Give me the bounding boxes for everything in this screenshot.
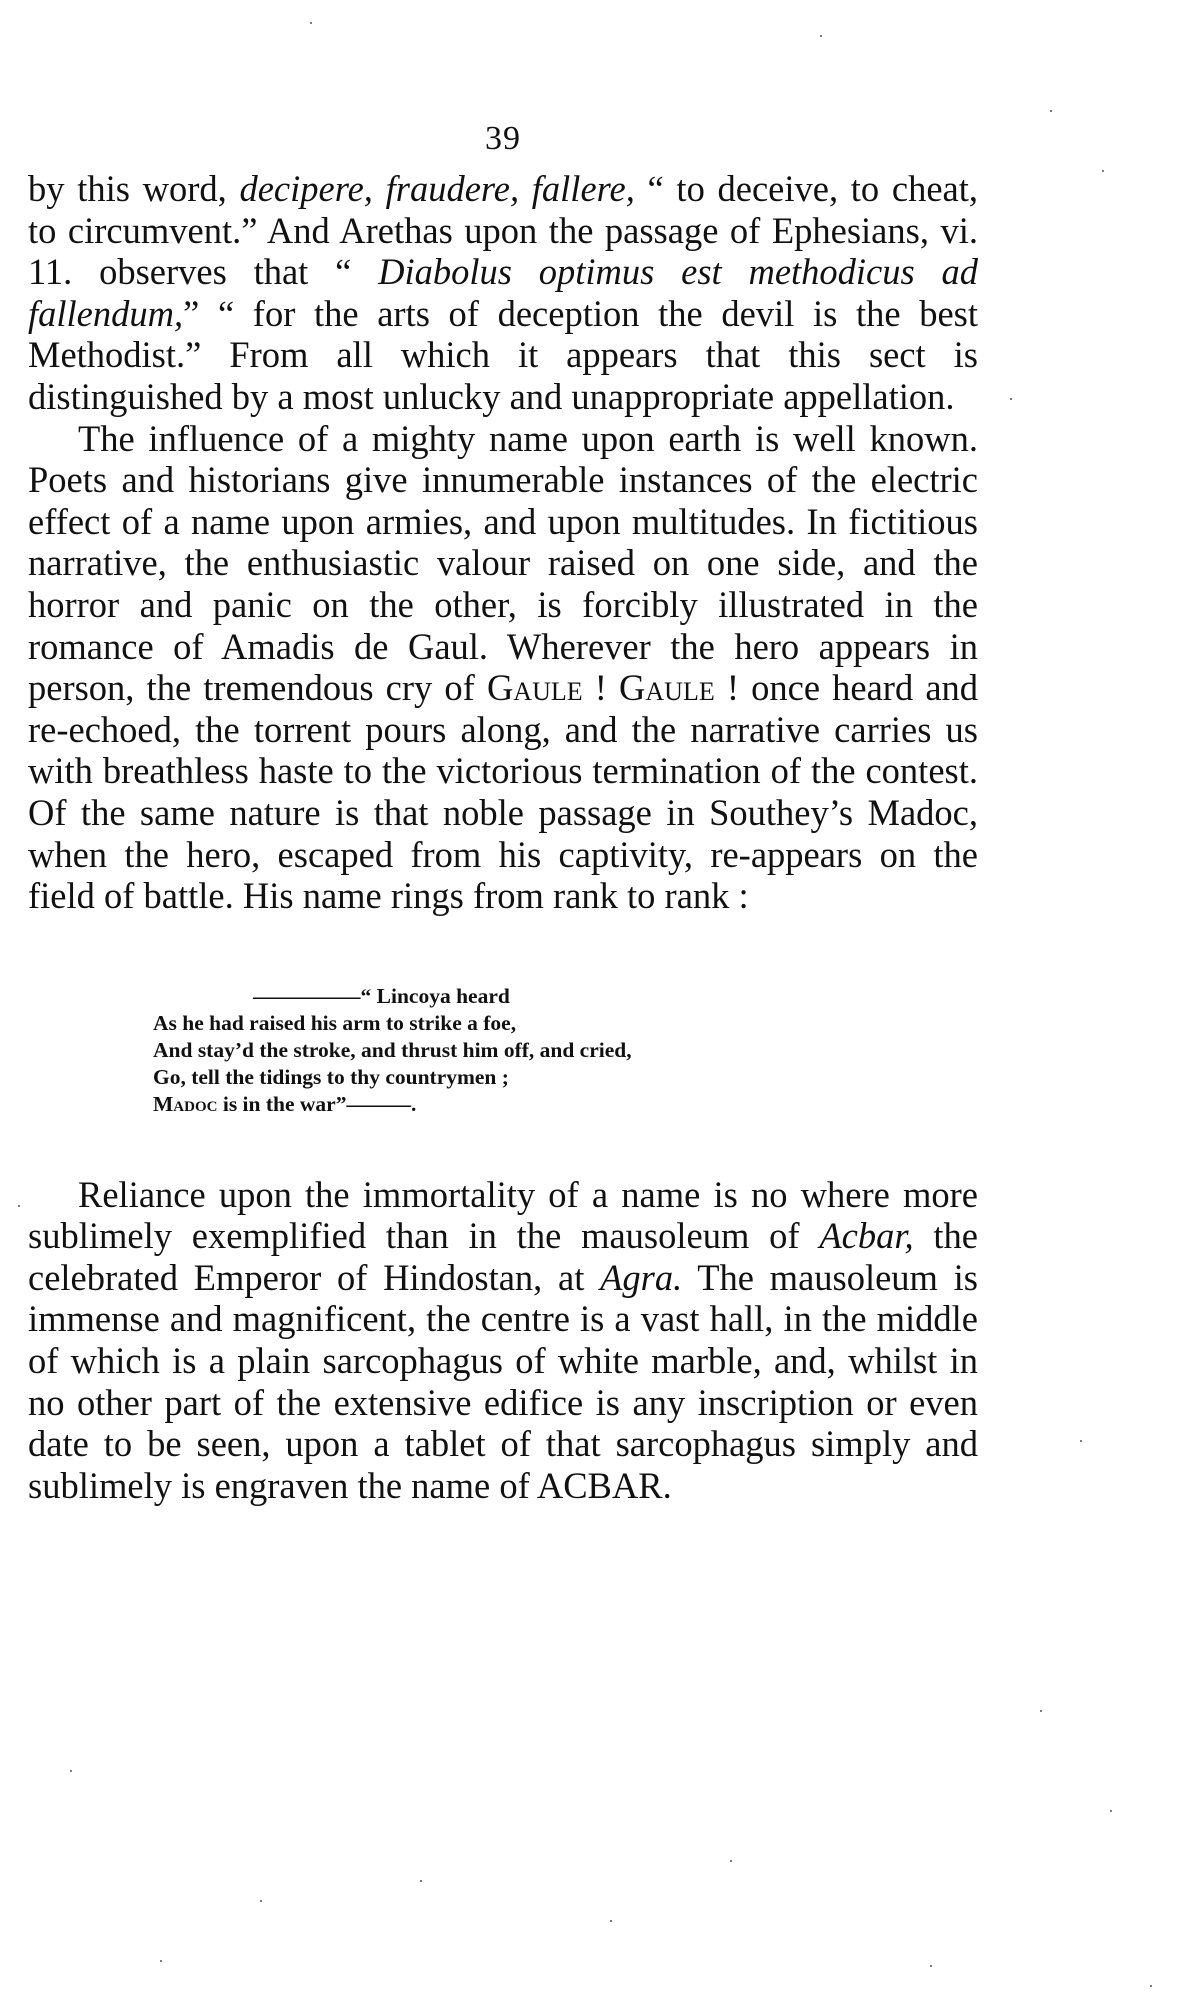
italic-text: Acbar, [819, 1215, 914, 1257]
text-run: ! once heard and re-echoed, the torrent pours along, and the narrative carries us with breathless haste to the victorious termination of the contest. Of the same nature is that noble passage in Southey’s Madoc, when the hero, escaped from his captivity, re-appears on the field of battle. His name rings from rank to rank : [28, 667, 979, 917]
verse-line-4: Go, tell the tidings to thy countrymen ; [153, 1064, 509, 1089]
paper-speck [820, 35, 822, 37]
paper-speck [310, 22, 312, 24]
paper-speck [1050, 110, 1052, 112]
italic-text: Agra. [600, 1256, 683, 1298]
italic-text: Diabolus optimus est methodicus ad fallendum, [28, 251, 978, 334]
text-run: The mausoleum is immense and magnificent, the centre is a vast hall, in the middle of which is a plain sarcophagus of white marble, and, whilst in no other part of the extensive edifice is any inscription or even date to be seen, upon a tablet of that sarcophagus simply and sublimely is engraven the name of ACBAR. [28, 1256, 978, 1506]
paragraph-1 [28, 168, 978, 418]
text-run: ” “ for the arts of deception the devil is the best Methodist.” From all which it appears that this sect is distinguished by a most unlucky and unappropriate appellation. [28, 292, 978, 417]
paper-speck [18, 1205, 20, 1207]
paper-speck [1102, 170, 1104, 172]
verse-line-1: —————“ Lincoya heard [253, 983, 510, 1008]
paper-speck [1110, 1810, 1112, 1812]
text-run: ! [582, 667, 620, 709]
italic-text: decipere, fraudere, fallere, [239, 168, 635, 209]
paragraph-3 [28, 1174, 978, 1507]
text-run: the celebrated Emperor of Hindostan, at [28, 1215, 979, 1298]
text-run: Reliance upon the immortality of a name is no where more sublimely exemplified than in the mausoleum of [28, 1173, 978, 1257]
paper-speck [260, 1900, 262, 1902]
paper-speck [70, 1770, 72, 1772]
paper-speck [160, 1960, 162, 1962]
paper-speck [1040, 1710, 1042, 1712]
paper-speck [1150, 1985, 1152, 1987]
paper-speck [1010, 398, 1012, 400]
smallcaps-text: Gaule [619, 667, 715, 709]
smallcaps-text: Gaule [486, 667, 583, 709]
page-number: 39 [485, 120, 521, 157]
verse-line-2: As he had raised his arm to strike a foe, [153, 1010, 517, 1035]
paper-speck [610, 1920, 612, 1922]
paragraph-2 [28, 418, 978, 917]
paper-speck [420, 1880, 422, 1882]
paper-speck [930, 1965, 932, 1967]
verse-line-5: Madoc is in the war”———. [153, 1091, 417, 1116]
verse-quotation [153, 983, 978, 1118]
book-page [28, 120, 978, 1506]
paper-speck [730, 1860, 732, 1862]
verse-line-3: And stay’d the stroke, and thrust him off, and cried, [153, 1037, 632, 1062]
text-run: “ to deceive, to cheat, to circumvent.” And Arethas upon the passage of Ephesians, vi. 11. observes that “ [28, 168, 979, 293]
paper-speck [1080, 1440, 1082, 1442]
text-run: The influence of a mighty name upon earth is well known. Poets and historians give innumerable instances of the electric effect of a name upon armies, and upon multitudes. In fictitious narrative, the enthusiastic valour raised on one side, and the horror and panic on the other, is forcibly illustrated in the romance of Amadis de Gaul. Wherever the hero appears in person, the tremendous cry of [28, 417, 978, 709]
text-run: by this word, [28, 168, 240, 209]
